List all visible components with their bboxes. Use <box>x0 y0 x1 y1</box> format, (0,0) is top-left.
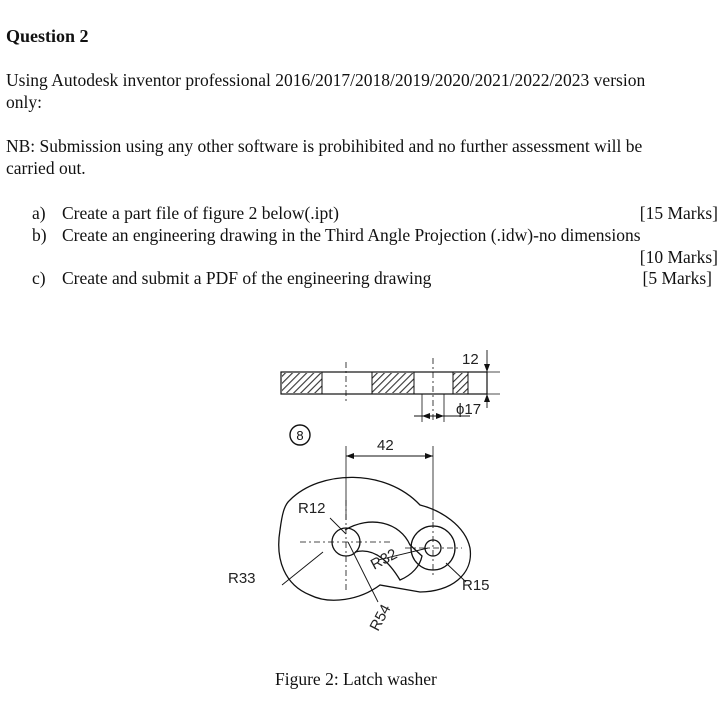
task-a-marks: [15 Marks] <box>639 203 718 223</box>
dim-r15: R15 <box>462 577 490 594</box>
task-b-text: Create an engineering drawing in the Third Angle Projection (.idw)-no dimensions <box>62 225 641 245</box>
task-a-letter: a) <box>32 203 46 223</box>
dim-thickness: 12 <box>462 351 479 368</box>
task-c-marks: [5 Marks] <box>642 268 712 288</box>
task-b-marks: [10 Marks] <box>639 247 718 267</box>
figure-caption: Figure 2: Latch washer <box>275 669 437 689</box>
intro-line-2: only: <box>6 92 42 112</box>
task-b-letter: b) <box>32 225 47 245</box>
figure-number: 8 <box>296 428 304 443</box>
question-title: Question 2 <box>6 26 89 46</box>
dim-center-distance: 42 <box>377 437 394 454</box>
nb-line-2: carried out. <box>6 158 86 178</box>
task-c-letter: c) <box>32 268 46 288</box>
dim-r33: R33 <box>228 570 256 587</box>
task-a-text: Create a part file of figure 2 below(.ipt) <box>62 203 339 223</box>
nb-line-1: NB: Submission using any other software is probihibited and no further assessment will be <box>6 136 643 156</box>
dim-r12: R12 <box>298 500 326 517</box>
dim-r32: R32 <box>367 545 401 574</box>
dim-hole-diameter: ϕ17 <box>456 401 482 418</box>
task-c-text: Create and submit a PDF of the engineering drawing <box>62 268 432 288</box>
plan-view <box>279 446 471 602</box>
intro-line-1: Using Autodesk inventor professional 2016/2017/2018/2019/2020/2021/2022/2023 version <box>6 70 646 90</box>
dim-r54: R54 <box>366 601 395 634</box>
